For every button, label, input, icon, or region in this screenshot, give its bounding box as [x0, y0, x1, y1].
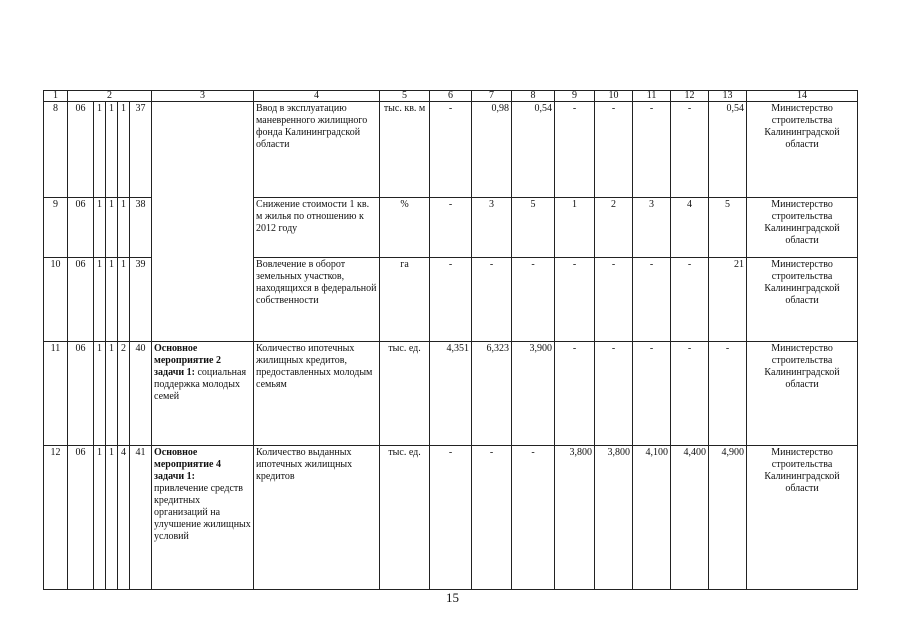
- value-cell: 4,351: [430, 342, 472, 446]
- value-cell: -: [595, 342, 633, 446]
- value-cell: 3,800: [555, 446, 595, 590]
- value-cell: -: [633, 342, 671, 446]
- value-cell: -: [512, 446, 555, 590]
- value-cell: 4: [671, 198, 709, 258]
- header-row: [44, 91, 858, 102]
- value-cell: 0,54: [709, 102, 747, 198]
- activity-cell: [152, 446, 254, 590]
- activity-text: социальная поддержка молодых семей: [154, 367, 247, 402]
- value-cell: 4,400: [671, 446, 709, 590]
- activity-title: Основное мероприятие 4 задачи 1:: [154, 447, 221, 482]
- value-cell: -: [595, 258, 633, 342]
- header-cell: 6: [430, 91, 472, 102]
- header-cell: 4: [254, 91, 380, 102]
- value-cell: -: [555, 102, 595, 198]
- code-cell: 41: [130, 446, 152, 590]
- responsible-cell: Министерство строительства Калининградской области: [747, 102, 858, 198]
- code-cell: 38: [130, 198, 152, 258]
- value-cell: -: [633, 102, 671, 198]
- value-cell: -: [430, 102, 472, 198]
- value-cell: -: [595, 102, 633, 198]
- unit-cell: %: [380, 198, 430, 258]
- value-cell: -: [671, 342, 709, 446]
- code-cell: 06: [68, 102, 94, 198]
- value-cell: 4,100: [633, 446, 671, 590]
- header-cell: 12: [671, 91, 709, 102]
- indicator-cell: Количество ипотечных жилищных кредитов, предоставленных молодым семьям: [254, 342, 380, 446]
- row-number: 12: [44, 446, 68, 590]
- value-cell: 1: [555, 198, 595, 258]
- code-cell: 1: [106, 258, 118, 342]
- responsible-cell: Министерство строительства Калининградской области: [747, 198, 858, 258]
- value-cell: 5: [709, 198, 747, 258]
- activity-text: привлечение средств кредитных организаций на улучшение жилищных условий: [154, 483, 251, 542]
- value-cell: -: [512, 258, 555, 342]
- header-cell: 1: [44, 91, 68, 102]
- value-cell: -: [709, 342, 747, 446]
- header-cell: 13: [709, 91, 747, 102]
- code-cell: 06: [68, 342, 94, 446]
- code-cell: 1: [106, 198, 118, 258]
- activity-cell-empty: [152, 102, 254, 342]
- code-cell: 1: [118, 102, 130, 198]
- indicator-cell: Ввод в эксплуатацию маневренного жилищного фонда Калининградской области: [254, 102, 380, 198]
- value-cell: -: [472, 258, 512, 342]
- header-cell: 3: [152, 91, 254, 102]
- value-cell: 6,323: [472, 342, 512, 446]
- activity-title: Основное мероприятие 2 задачи 1:: [154, 343, 221, 378]
- code-cell: 39: [130, 258, 152, 342]
- value-cell: -: [472, 446, 512, 590]
- value-cell: -: [671, 102, 709, 198]
- page-number: 15: [446, 590, 459, 605]
- value-cell: -: [555, 342, 595, 446]
- responsible-cell: Министерство строительства Калининградской области: [747, 342, 858, 446]
- code-cell: 40: [130, 342, 152, 446]
- code-cell: 1: [94, 102, 106, 198]
- value-cell: -: [633, 258, 671, 342]
- code-cell: 06: [68, 198, 94, 258]
- header-cell: 8: [512, 91, 555, 102]
- responsible-cell: Министерство строительства Калининградской области: [747, 258, 858, 342]
- row-number: 9: [44, 198, 68, 258]
- indicator-cell: Снижение стоимости 1 кв. м жилья по отношению к 2012 году: [254, 198, 380, 258]
- value-cell: 3: [472, 198, 512, 258]
- code-cell: 1: [106, 446, 118, 590]
- header-cell: 9: [555, 91, 595, 102]
- code-cell: 1: [118, 198, 130, 258]
- value-cell: 3: [633, 198, 671, 258]
- code-cell: 1: [94, 198, 106, 258]
- value-cell: 5: [512, 198, 555, 258]
- responsible-cell: Министерство строительства Калининградской области: [747, 446, 858, 590]
- unit-cell: тыс. ед.: [380, 342, 430, 446]
- code-cell: 1: [106, 342, 118, 446]
- value-cell: 0,98: [472, 102, 512, 198]
- indicator-cell: Вовлечение в оборот земельных участков, находящихся в федеральной собственности: [254, 258, 380, 342]
- unit-cell: тыс. ед.: [380, 446, 430, 590]
- activity-cell: [152, 342, 254, 446]
- code-cell: 2: [118, 342, 130, 446]
- header-cell: 11: [633, 91, 671, 102]
- header-cell: 10: [595, 91, 633, 102]
- code-cell: 1: [118, 258, 130, 342]
- unit-cell: тыс. кв. м: [380, 102, 430, 198]
- header-cell: 2: [68, 91, 152, 102]
- code-cell: 1: [94, 342, 106, 446]
- value-cell: -: [555, 258, 595, 342]
- value-cell: 4,900: [709, 446, 747, 590]
- value-cell: -: [430, 446, 472, 590]
- table-row: [44, 342, 858, 446]
- code-cell: 06: [68, 258, 94, 342]
- row-number: 11: [44, 342, 68, 446]
- code-cell: 1: [94, 446, 106, 590]
- code-cell: 06: [68, 446, 94, 590]
- unit-cell: га: [380, 258, 430, 342]
- row-number: 10: [44, 258, 68, 342]
- indicator-cell: Количество выданных ипотечных жилищных кредитов: [254, 446, 380, 590]
- value-cell: 3,800: [595, 446, 633, 590]
- header-cell: 5: [380, 91, 430, 102]
- table-row: [44, 446, 858, 590]
- value-cell: 0,54: [512, 102, 555, 198]
- code-cell: 4: [118, 446, 130, 590]
- value-cell: 3,900: [512, 342, 555, 446]
- value-cell: 21: [709, 258, 747, 342]
- value-cell: 2: [595, 198, 633, 258]
- header-cell: 14: [747, 91, 858, 102]
- value-cell: -: [430, 198, 472, 258]
- indicators-table: [43, 90, 858, 590]
- row-number: 8: [44, 102, 68, 198]
- code-cell: 1: [106, 102, 118, 198]
- header-cell: 7: [472, 91, 512, 102]
- value-cell: -: [671, 258, 709, 342]
- code-cell: 37: [130, 102, 152, 198]
- table-row: [44, 102, 858, 198]
- value-cell: -: [430, 258, 472, 342]
- code-cell: 1: [94, 258, 106, 342]
